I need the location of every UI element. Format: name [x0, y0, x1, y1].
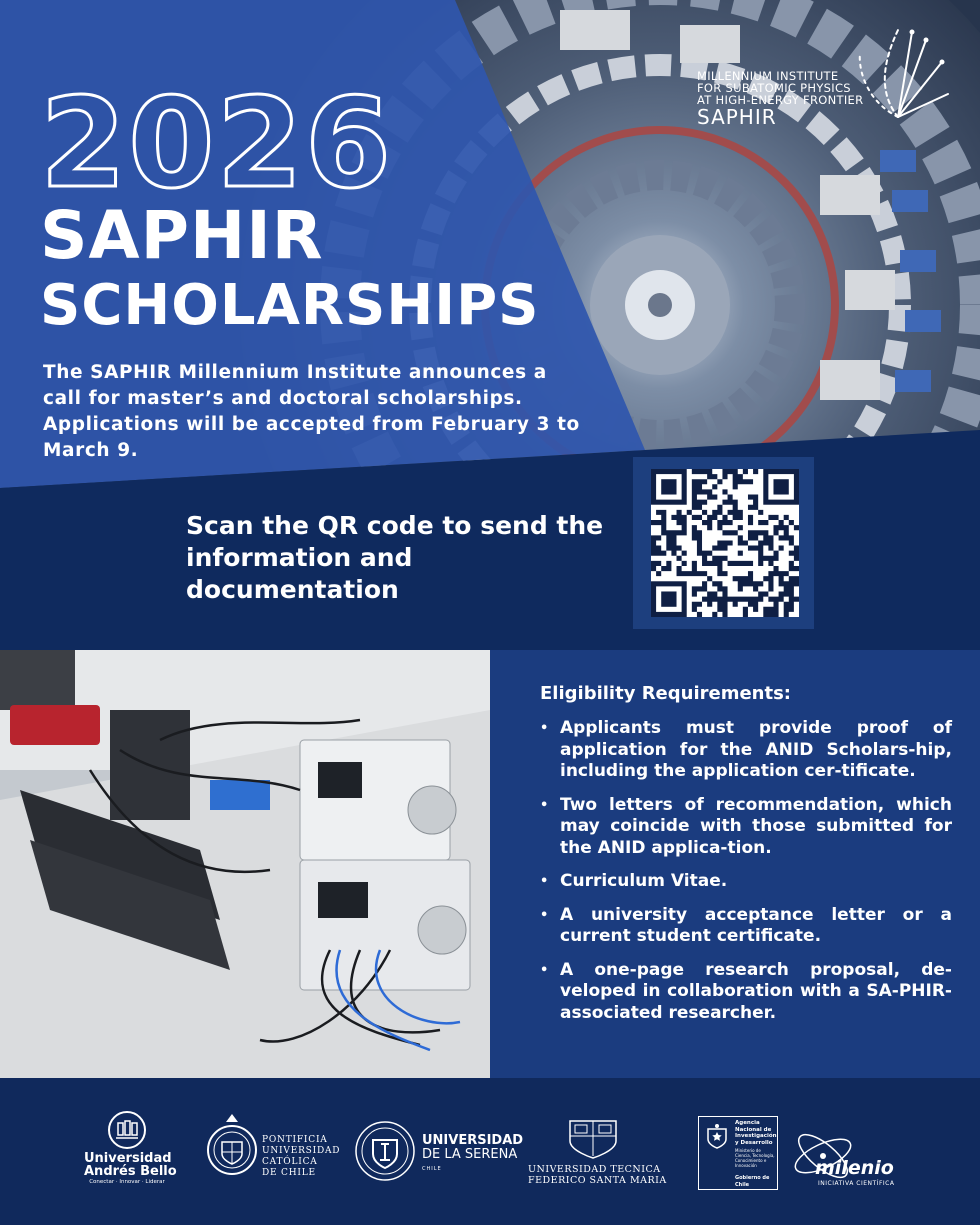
milenio-tagline: INICIATIVA CIENTÍFICA	[818, 1180, 895, 1187]
unab-crest-icon	[107, 1110, 147, 1150]
institute-line-2: FOR SUBATOMIC PHYSICS	[697, 81, 851, 96]
utfsm-line-1: UNIVERSIDAD TECNICA	[528, 1164, 661, 1175]
logo-utfsm	[528, 1118, 667, 1186]
institute-line-3: AT HIGH-ENERGY FRONTIER	[697, 93, 864, 108]
bullet: •	[540, 874, 549, 889]
bullet: •	[540, 721, 549, 736]
puc-line-1: PONTIFICIA	[262, 1135, 328, 1145]
bullet: •	[540, 907, 549, 923]
requirement-text: Applicants must provide proof of application for the ANID Scholars-hip, including the application cer-tificate.	[560, 718, 952, 781]
puc-line-2: UNIVERSIDAD	[262, 1146, 341, 1156]
requirement-text: A university acceptance letter or a current student certificate.	[560, 904, 952, 946]
requirements-title: Eligibility Requirements:	[540, 683, 792, 704]
bullet: •	[540, 962, 549, 978]
requirement-item	[540, 718, 952, 783]
anid-line-4: y Desarrollo	[735, 1139, 773, 1146]
puc-crest-icon	[206, 1108, 258, 1190]
logo-anid	[698, 1116, 778, 1190]
uls-text	[422, 1134, 523, 1176]
qr-finder	[651, 581, 687, 617]
requirement-text: Curriculum Vitae.	[560, 871, 728, 891]
milenio-name: milenio	[815, 1157, 894, 1179]
title-scholarships: SCHOLARSHIPS	[40, 273, 540, 338]
uls-line-3: CHILE	[422, 1166, 442, 1172]
qr-code[interactable]	[651, 469, 799, 617]
requirements-list	[540, 718, 952, 1036]
lab-photo	[0, 650, 490, 1078]
qr-instruction: Scan the QR code to send the information and documentation	[186, 511, 604, 604]
requirement-item	[540, 960, 952, 1025]
qr-finder	[763, 469, 799, 505]
puc-line-4: DE CHILE	[262, 1168, 316, 1178]
institute-logo-text	[697, 70, 957, 128]
chile-coat-of-arms-icon	[702, 1121, 732, 1151]
puc-line-3: CATÓLICA	[262, 1157, 318, 1167]
uls-seal-icon	[354, 1120, 416, 1182]
requirement-item	[540, 905, 952, 948]
uls-line-1: UNIVERSIDAD	[422, 1133, 524, 1148]
utfsm-shield-icon	[566, 1118, 620, 1160]
requirement-text: A one-page research proposal, de-veloped in collaboration with a SA-PHIR-associated researcher.	[560, 959, 952, 1023]
requirement-item	[540, 795, 952, 860]
year-heading: 2026	[40, 72, 394, 216]
unab-line-2: Andrés Bello	[84, 1164, 177, 1179]
title-saphir: SAPHIR	[40, 197, 324, 274]
puc-text	[262, 1135, 340, 1179]
requirement-text: Two letters of recommendation, which may coincide with those submitted for the ANID applica-tion.	[560, 794, 952, 858]
anid-line-3: Investigación	[735, 1133, 777, 1139]
anid-text	[735, 1120, 775, 1168]
unab-line-1: Universidad	[84, 1151, 172, 1166]
anid-line-2: Nacional de	[735, 1126, 772, 1133]
anid-line-1: Agencia	[735, 1120, 760, 1126]
qr-finder	[651, 469, 687, 505]
requirement-item	[540, 871, 952, 893]
anid-ministry: Ministerio de Ciencia, Tecnología, Conocimiento e Innovación	[735, 1148, 775, 1168]
institute-acronym: SAPHIR	[697, 105, 777, 130]
unab-tagline: Conectar · Innovar · Liderar	[89, 1179, 165, 1185]
requirements-panel	[490, 650, 980, 1078]
bullet: •	[540, 797, 549, 813]
uls-line-2: DE LA SERENA	[422, 1147, 518, 1162]
announcement-text: The SAPHIR Millennium Institute announces a call for master’s and doctoral scholarships. Applications will be accepted from February 3 to March 9.	[43, 362, 580, 461]
partner-logos-footer	[0, 1078, 980, 1225]
anid-gob: Gobierno de Chile	[735, 1175, 770, 1188]
institute-line-1: MILLENNIUM INSTITUTE	[697, 69, 839, 83]
logo-unab	[84, 1110, 177, 1186]
utfsm-line-2: FEDERICO SANTA MARIA	[528, 1175, 667, 1186]
